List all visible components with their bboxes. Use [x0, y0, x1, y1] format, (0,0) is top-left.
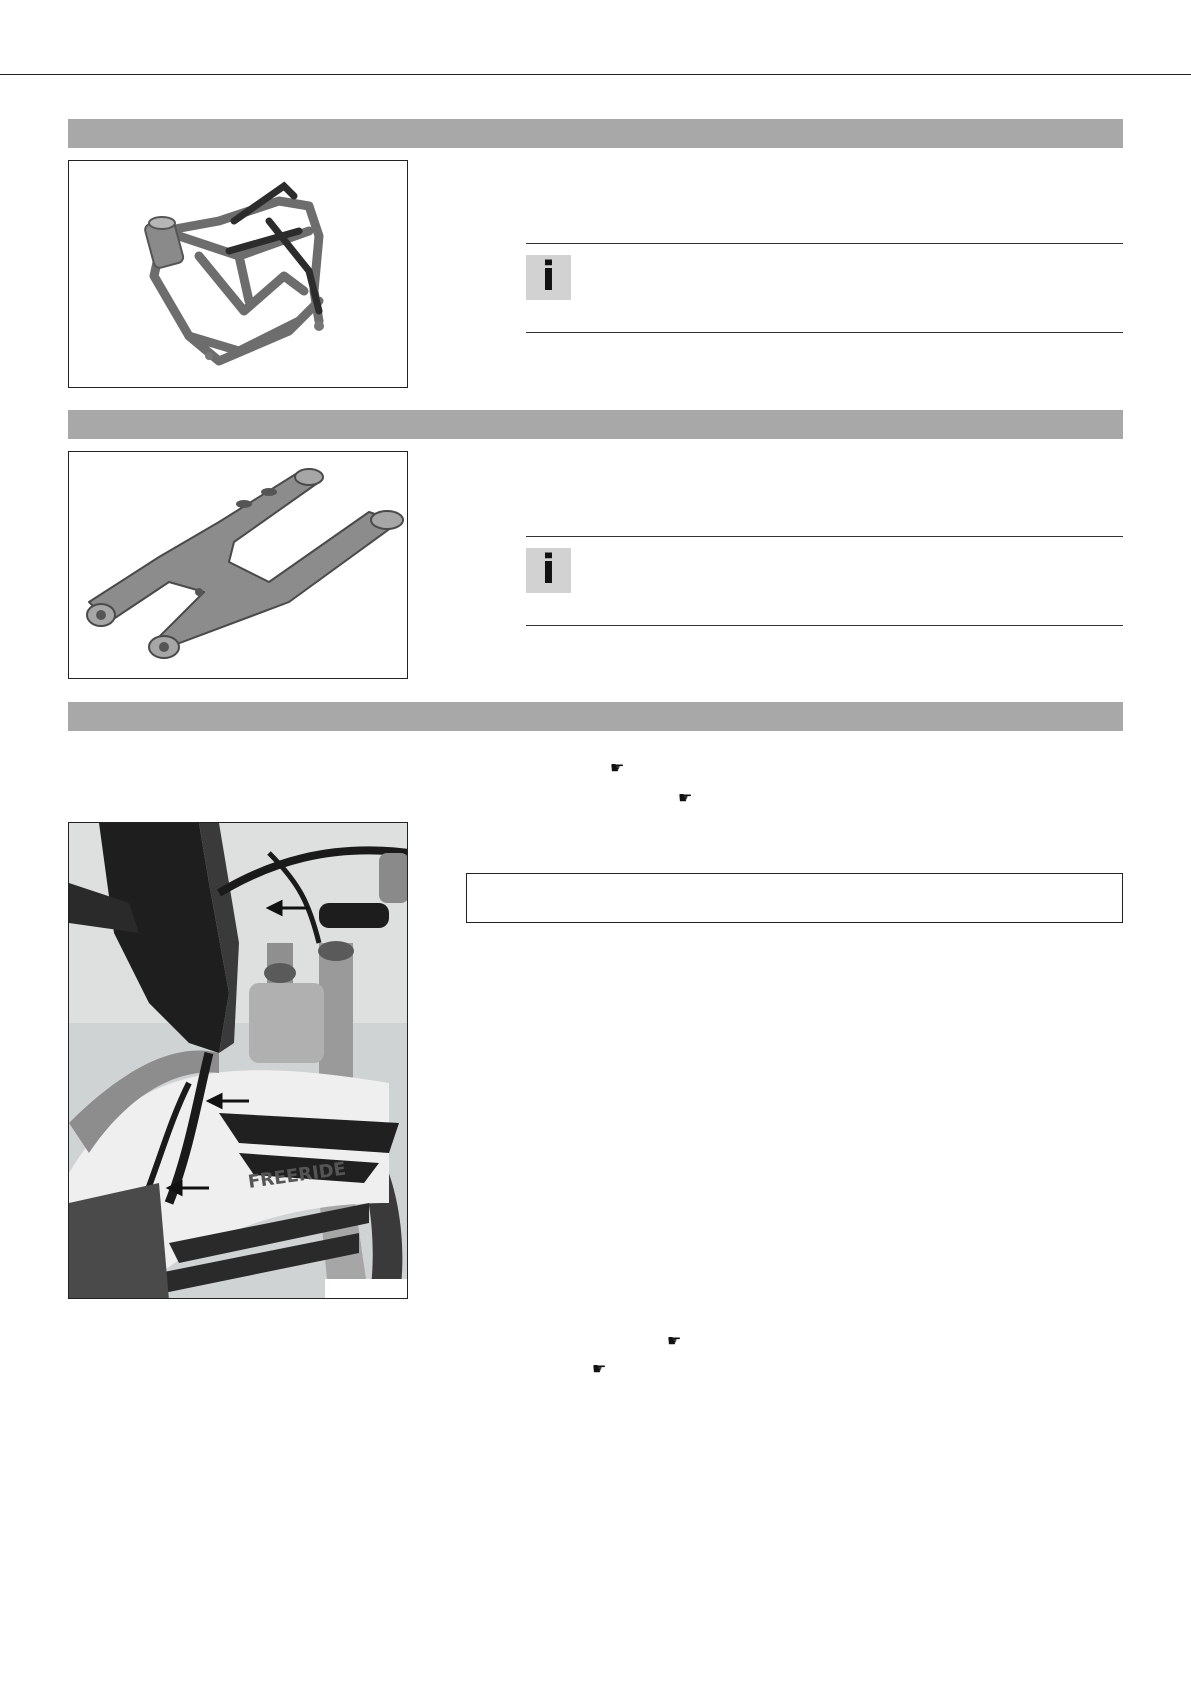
freeride-decal: FREERIDE: [246, 1158, 348, 1193]
info-icon: i: [526, 255, 571, 300]
motorcycle-front-photo: [69, 823, 408, 1299]
info-icon: i: [526, 548, 571, 593]
page-top-rule: [0, 74, 1191, 75]
cable-routing-photo: [68, 822, 408, 1299]
info-rule-bottom: [526, 332, 1123, 333]
frame-figure: [68, 160, 408, 388]
note-box: [466, 873, 1123, 923]
pointing-hand-icon: ☛: [667, 1331, 682, 1350]
pointing-hand-icon: ☛: [610, 758, 625, 777]
swingarm-illustration: [69, 452, 408, 679]
info-rule-top: [526, 243, 1123, 244]
frame-illustration: [69, 161, 408, 388]
section-header-cables: [68, 702, 1123, 731]
pointing-hand-icon: ☛: [592, 1359, 607, 1378]
info-rule-bottom: [526, 625, 1123, 626]
swingarm-info-block: [526, 536, 1123, 626]
swingarm-figure: [68, 451, 408, 679]
pointing-hand-icon: ☛: [678, 788, 693, 807]
info-rule-top: [526, 536, 1123, 537]
frame-info-block: [526, 243, 1123, 333]
figure-label: [325, 1279, 407, 1298]
section-header-frame: [68, 119, 1123, 148]
section-header-swingarm: [68, 410, 1123, 439]
